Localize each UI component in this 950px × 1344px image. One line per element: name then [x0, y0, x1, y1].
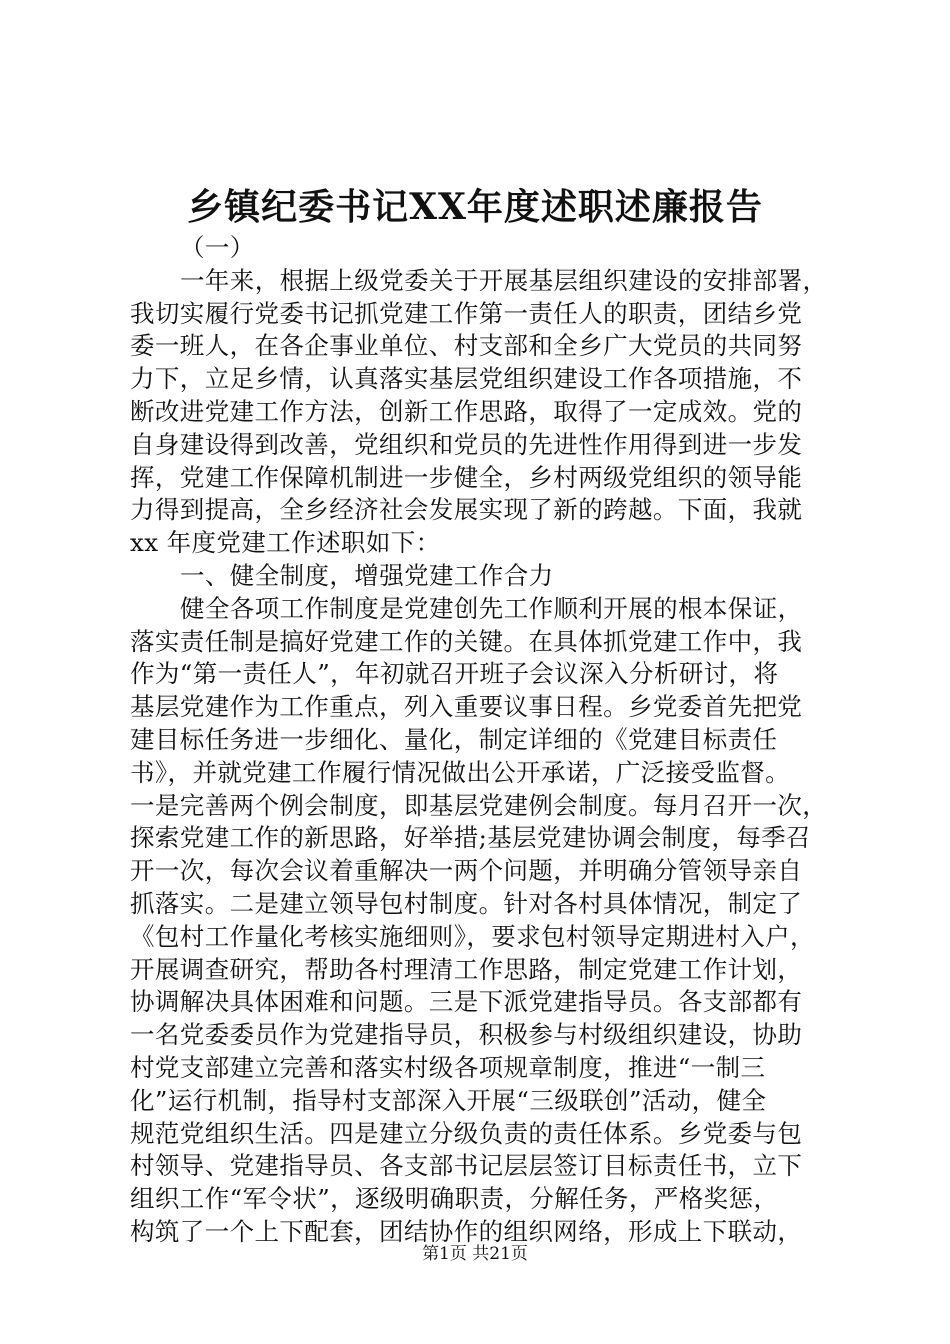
body-text-line: （一）: [180, 233, 255, 262]
page-footer: 第1页 共21页: [422, 1244, 528, 1264]
body-text-line: 断改进党建工作方法，创新工作思路，取得了一定成效。党的: [130, 396, 803, 426]
body-text-line: 力得到提高，全乡经济社会发展实现了新的跨越。下面，我就: [130, 495, 803, 525]
body-text-line: 基层党建作为工作重点，列入重要议事日程。乡党委首先把党: [130, 692, 803, 722]
body-text-line: 村领导、党建指导员、各支部书记层层签订目标责任书，立下: [130, 1151, 803, 1181]
body-text-line: 力下，立足乡情，认真落实基层党组织建设工作各项措施，不: [130, 364, 803, 394]
body-text-line: 协调解决具体困难和问题。三是下派党建指导员。各支部都有: [130, 987, 803, 1017]
body-text-line: 规范党组织生活。四是建立分级负责的责任体系。乡党委与包: [130, 1118, 803, 1148]
body-text-line: 开一次，每次会议着重解决一两个问题，并明确分管领导亲自: [130, 856, 803, 886]
body-text-line: 书》，并就党建工作履行情况做出公开承诺，广泛接受监督。: [130, 757, 791, 787]
body-text-line: 健全各项工作制度是党建创先工作顺利开展的根本保证，: [180, 593, 803, 623]
body-text-line: 探索党建工作的新思路，好举措;基层党建协调会制度，每季召: [130, 823, 811, 853]
body-text-line: 《包村工作量化考核实施细则》，要求包村领导定期进村入户，: [130, 921, 815, 951]
body-text-line: 委一班人，在各企事业单位、村支部和全乡广大党员的共同努: [130, 331, 803, 361]
body-text-line: 建目标任务进一步细化、量化，制定详细的《党建目标责任: [130, 724, 778, 754]
body-text-line: 化”运行机制，指导村支部深入开展“三级联创”活动，健全: [130, 1085, 767, 1115]
body-text-line: 构筑了一个上下配套，团结协作的组织网络，形成上下联动，: [130, 1216, 803, 1246]
body-text-line: xx 年度党建工作述职如下：: [130, 528, 441, 558]
body-text-line: 一是完善两个例会制度，即基层党建例会制度。每月召开一次，: [130, 790, 828, 820]
document-body: [130, 232, 850, 1249]
body-text-line: 落实责任制是搞好党建工作的关键。在具体抓党建工作中，我: [130, 626, 803, 656]
body-text-line: 一年来，根据上级党委关于开展基层组织建设的安排部署，: [180, 265, 828, 295]
body-text-line: 一、健全制度，增强党建工作合力: [180, 560, 554, 590]
body-text-line: 开展调查研究，帮助各村理清工作思路，制定党建工作计划，: [130, 954, 803, 984]
document-title: 乡镇纪委书记XX年度述职述廉报告: [187, 186, 763, 228]
body-text-line: 一名党委委员作为党建指导员，积极参与村级组织建设，协助: [130, 1020, 803, 1050]
body-text-line: 村党支部建立完善和落实村级各项规章制度，推进“一制三: [130, 1052, 766, 1082]
body-text-line: 挥，党建工作保障机制进一步健全，乡村两级党组织的领导能: [130, 462, 803, 492]
body-text-line: 自身建设得到改善，党组织和党员的先进性作用得到进一步发: [130, 429, 803, 459]
body-text-line: 作为“第一责任人”，年初就召开班子会议深入分析研讨，将: [130, 659, 779, 689]
body-text-line: 组织工作“军令状”，逐级明确职责，分解任务，严格奖惩，: [130, 1184, 779, 1214]
body-text-line: 抓落实。二是建立领导包村制度。针对各村具体情况，制定了: [130, 888, 803, 918]
body-text-line: 我切实履行党委书记抓党建工作第一责任人的职责，团结乡党: [130, 298, 803, 328]
